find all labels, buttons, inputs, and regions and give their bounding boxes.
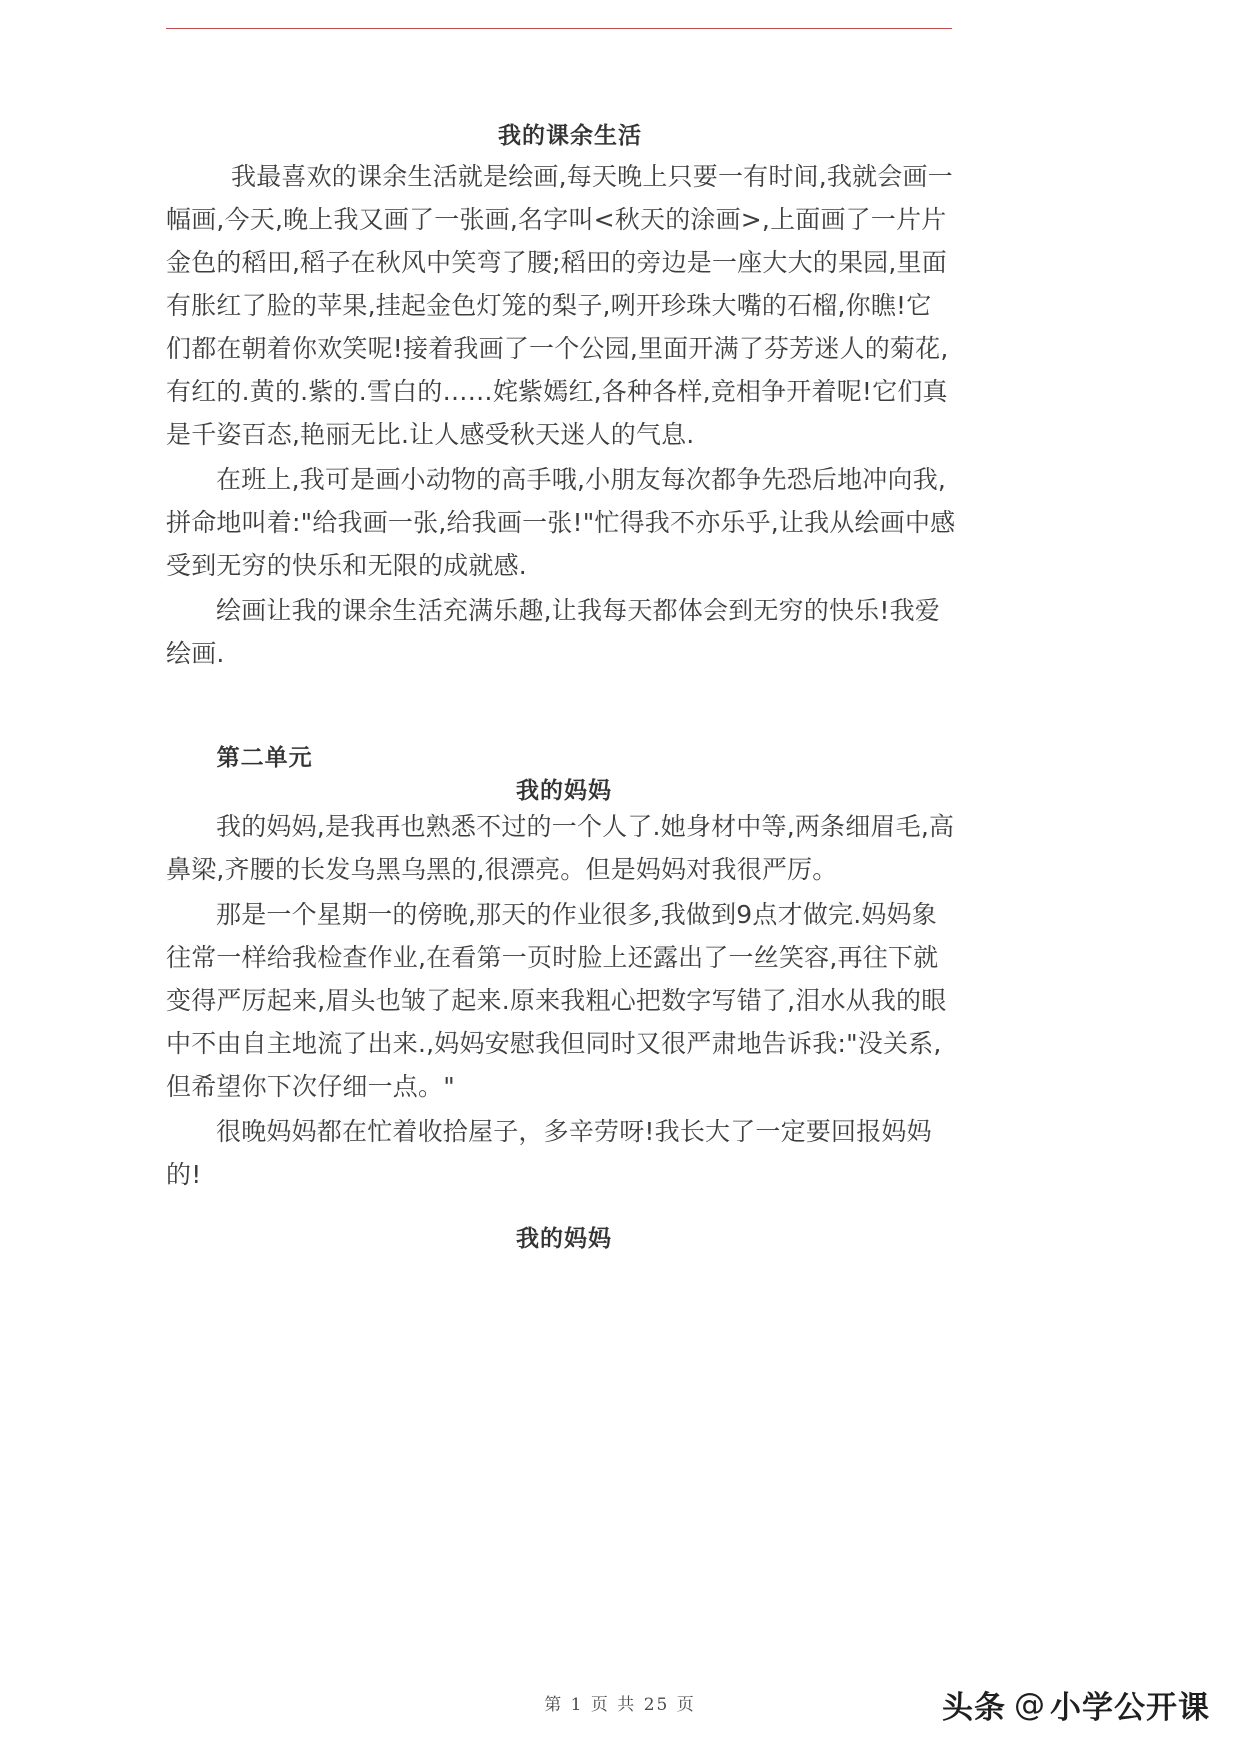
document-content: [166, 118, 956, 1253]
watermark-account-label: 小学公开课: [1050, 1690, 1210, 1726]
essay-title-my-mother: 我的妈妈: [516, 777, 612, 804]
essay-title-my-spare-time: 我的课余生活: [498, 123, 642, 149]
essay1-paragraph-2: 在班上,我可是画小动物的高手哦,小朋友每次都争先恐后地冲向我,拼命地叫着:"给我画一张,给我画一张!"忙得我不亦乐乎,让我从绘画中感受到无穷的快乐和无限的成就感.: [166, 464, 956, 580]
essay1-paragraph-1: 我最喜欢的课余生活就是绘画,每天晚上只要一有时间,我就会画一幅画,今天,晚上我又画了一张画,名字叫<秋天的涂画>,上面画了一片片金色的稻田,稻子在秋风中笑弯了腰;稻田的旁边是一座大大的果园,里面有胀红了脸的苹果,挂起金色灯笼的梨子,咧开珍珠大嘴的石榴,你瞧!它们都在朝着你欢笑呢!接着我画了一个公园,里面开满了芬芳迷人的菊花,有红的.黄的.紫的.雪白的……姹紫嫣红,各种各样,竞相争开着呢!它们真是千姿百态,艳丽无比.让人感受秋天迷人的气息.: [166, 161, 953, 449]
essay1-paragraph-3: 绘画让我的课余生活充满乐趣,让我每天都体会到无穷的快乐!我爱绘画.: [166, 595, 940, 668]
section-spacer: [166, 677, 956, 739]
unit-heading-two: 第二单元: [216, 744, 313, 771]
page-footer: [0, 1688, 1240, 1728]
at-sign-icon: @: [1014, 1686, 1046, 1723]
watermark-brand-label: 头条: [942, 1690, 1006, 1726]
essay2-paragraph-2: 那是一个星期一的傍晚,那天的作业很多,我做到9点才做完.妈妈象往常一样给我检查作业,在看第一页时脸上还露出了一丝笑容,再往下就变得严厉起来,眉头也皱了起来.原来我粗心把数字写错了,泪水从我的眼中不由自主地流了出来.,妈妈安慰我但同时又很严肃地告诉我:"没关系,但希望你下次仔细一点。": [166, 899, 947, 1101]
essay2-paragraph-3: 很晚妈妈都在忙着收拾屋子，多辛劳呀!我长大了一定要回报妈妈的!: [166, 1116, 932, 1189]
watermark: [942, 1682, 1210, 1727]
essay-title-my-mother-repeat: 我的妈妈: [516, 1225, 612, 1252]
essay2-paragraph-1: 我的妈妈,是我再也熟悉不过的一个人了.她身材中等,两条细眉毛,高鼻梁,齐腰的长发乌黑乌黑的,很漂亮。但是妈妈对我很严厉。: [166, 811, 955, 884]
header-divider: [166, 28, 952, 29]
page-number: 第 1 页 共 25 页: [544, 1695, 696, 1715]
